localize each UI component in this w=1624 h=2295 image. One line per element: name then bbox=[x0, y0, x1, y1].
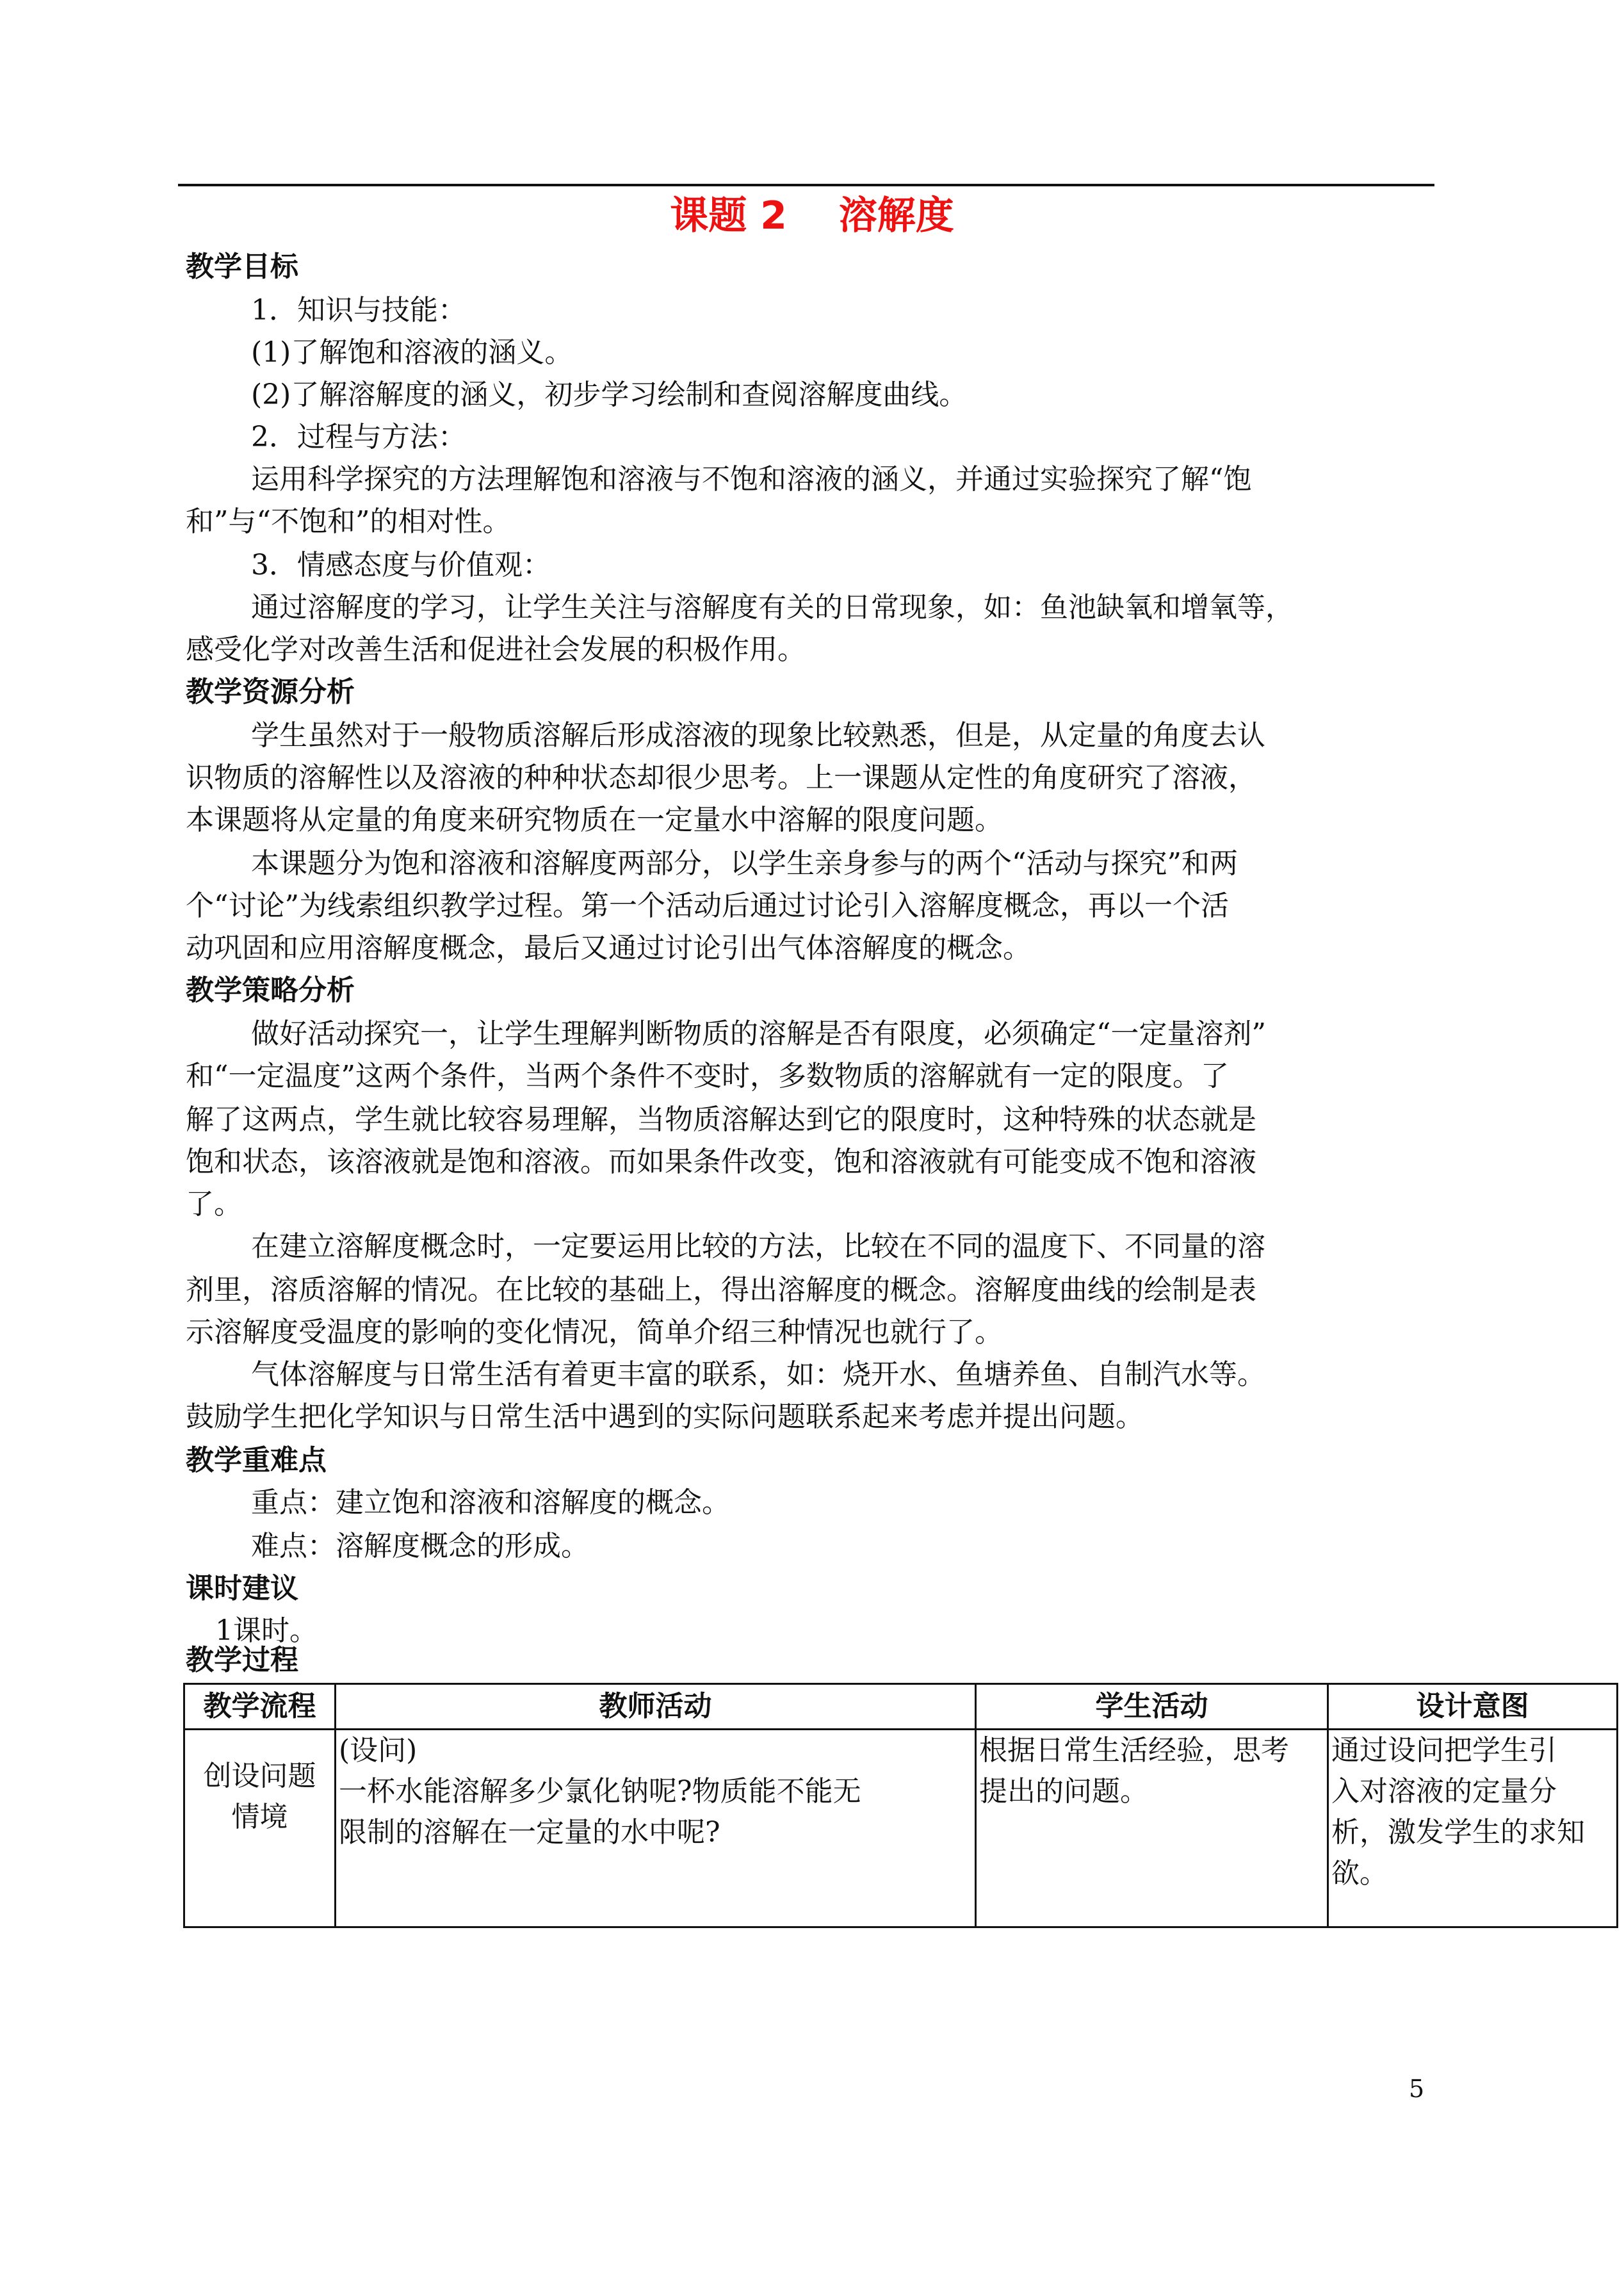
strategy-text: 在建立溶解度概念时，一定要运用比较的方法，比较在不同的温度下、不同量的溶 bbox=[251, 1230, 1265, 1263]
strategy-text: 了。 bbox=[186, 1188, 242, 1220]
header-teacher: 教师活动 bbox=[336, 1684, 976, 1730]
goal-2: 2．过程与方法： bbox=[251, 421, 466, 453]
header-rule bbox=[178, 184, 1434, 186]
strategy-text: 示溶解度受温度的影响的变化情况，简单介绍三种情况也就行了。 bbox=[186, 1316, 1003, 1349]
student-line: 根据日常生活经验，思考 bbox=[979, 1734, 1289, 1767]
goals-heading: 教学目标 bbox=[186, 250, 298, 283]
resource-text: 本课题将从定量的角度来研究物质在一定量水中溶解的限度问题。 bbox=[186, 804, 1003, 836]
teacher-line: 限制的溶解在一定量的水中呢? bbox=[339, 1816, 720, 1849]
resource-heading: 教学资源分析 bbox=[186, 676, 355, 708]
key-heading: 教学重难点 bbox=[186, 1444, 327, 1477]
goal-1a: (1)了解饱和溶液的涵义。 bbox=[251, 336, 573, 369]
goal-1b: (2)了解溶解度的涵义，初步学习绘制和查阅溶解度曲线。 bbox=[251, 378, 968, 411]
intent-line: 通过设问把学生引 bbox=[1331, 1734, 1557, 1767]
resource-text: 本课题分为饱和溶液和溶解度两部分，以学生亲身参与的两个“活动与探究”和两 bbox=[251, 847, 1238, 880]
goal-3-text: 感受化学对改善生活和促进社会发展的积极作用。 bbox=[186, 633, 806, 666]
teacher-line: 一杯水能溶解多少氯化钠呢?物质能不能无 bbox=[339, 1775, 861, 1808]
header-intent: 设计意图 bbox=[1328, 1684, 1618, 1730]
table-header-row bbox=[184, 1684, 1618, 1730]
cell-flow bbox=[184, 1730, 336, 1927]
hours-text: 1课时。 bbox=[215, 1614, 318, 1647]
goal-3: 3．情感态度与价值观： bbox=[251, 549, 551, 581]
flow-line: 情境 bbox=[231, 1801, 288, 1833]
strategy-text: 气体溶解度与日常生活有着更丰富的联系，如：烧开水、鱼塘养鱼、自制汽水等。 bbox=[251, 1358, 1265, 1391]
process-table bbox=[183, 1683, 1618, 1928]
goal-3-text: 通过溶解度的学习，让学生关注与溶解度有关的日常现象，如：鱼池缺氧和增氧等， bbox=[251, 591, 1294, 624]
strategy-text: 饱和状态，该溶液就是饱和溶液。而如果条件改变，饱和溶液就有可能变成不饱和溶液 bbox=[186, 1146, 1256, 1178]
page-number: 5 bbox=[1409, 2075, 1425, 2103]
goal-2-text: 和”与“不饱和”的相对性。 bbox=[186, 505, 511, 538]
resource-text: 动巩固和应用溶解度概念，最后又通过讨论引出气体溶解度的概念。 bbox=[186, 932, 1031, 964]
strategy-text: 做好活动探究一，让学生理解判断物质的溶解是否有限度，必须确定“一定量溶剂” bbox=[251, 1018, 1266, 1050]
process-heading: 教学过程 bbox=[186, 1644, 298, 1676]
resource-text: 识物质的溶解性以及溶液的种种状态却很少思考。上一课题从定性的角度研究了溶液， bbox=[186, 761, 1256, 794]
goal-1: 1．知识与技能： bbox=[251, 294, 466, 327]
cell-student bbox=[976, 1730, 1328, 1927]
teacher-line: (设问) bbox=[339, 1734, 418, 1767]
header-flow: 教学流程 bbox=[184, 1684, 336, 1730]
resource-text: 学生虽然对于一般物质溶解后形成溶液的现象比较熟悉，但是，从定量的角度去认 bbox=[251, 719, 1265, 752]
strategy-text: 解了这两点，学生就比较容易理解，当物质溶解达到它的限度时，这种特殊的状态就是 bbox=[186, 1103, 1256, 1136]
page-title: 课题 2 溶解度 bbox=[670, 193, 954, 238]
goal-2-text: 运用科学探究的方法理解饱和溶液与不饱和溶液的涵义，并通过实验探究了解“饱 bbox=[251, 463, 1252, 496]
difficult-point: 难点：溶解度概念的形成。 bbox=[251, 1530, 589, 1562]
intent-line: 析，激发学生的求知 bbox=[1331, 1816, 1585, 1849]
table-row bbox=[184, 1730, 1618, 1927]
intent-line: 欲。 bbox=[1331, 1857, 1388, 1890]
key-point: 重点：建立饱和溶液和溶解度的概念。 bbox=[251, 1486, 730, 1519]
hours-heading: 课时建议 bbox=[186, 1572, 298, 1605]
strategy-text: 和“一定温度”这两个条件，当两个条件不变时，多数物质的溶解就有一定的限度。了 bbox=[186, 1060, 1229, 1092]
cell-teacher bbox=[336, 1730, 976, 1927]
header-student: 学生活动 bbox=[976, 1684, 1328, 1730]
strategy-text: 鼓励学生把化学知识与日常生活中遇到的实际问题联系起来考虑并提出问题。 bbox=[186, 1400, 1144, 1433]
strategy-heading: 教学策略分析 bbox=[186, 974, 355, 1007]
strategy-text: 剂里，溶质溶解的情况。在比较的基础上，得出溶解度的概念。溶解度曲线的绘制是表 bbox=[186, 1274, 1256, 1306]
student-line: 提出的问题。 bbox=[979, 1775, 1148, 1808]
cell-intent bbox=[1328, 1730, 1618, 1927]
flow-line: 创设问题 bbox=[203, 1760, 316, 1792]
resource-text: 个“讨论”为线索组织教学过程。第一个活动后通过讨论引入溶解度概念，再以一个活 bbox=[186, 889, 1229, 922]
intent-line: 入对溶液的定量分 bbox=[1331, 1775, 1557, 1808]
